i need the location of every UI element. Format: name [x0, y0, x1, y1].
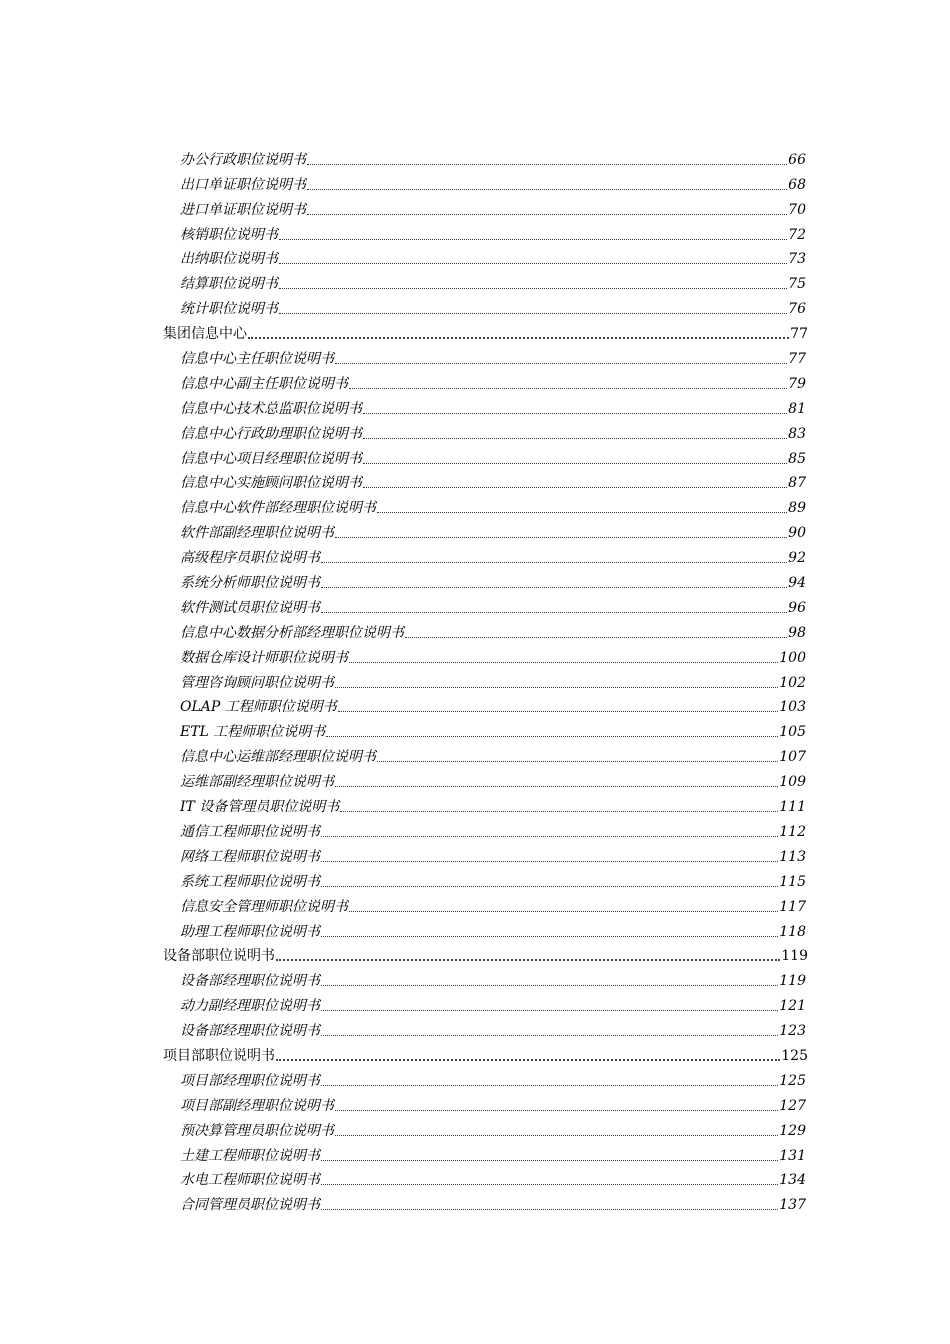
toc-entry-title: 信息中心实施顾问职位说明书 [180, 475, 362, 492]
toc-entry-page-number: 100 [779, 649, 806, 666]
toc-dot-leader [307, 164, 787, 165]
toc-entry[interactable] [0, 297, 806, 322]
toc-entry-title: 水电工程师职位说明书 [180, 1172, 320, 1189]
toc-entry-title: 项目部副经理职位说明书 [180, 1097, 334, 1114]
toc-entry-title: 土建工程师职位说明书 [180, 1147, 320, 1164]
toc-entry[interactable] [0, 272, 806, 297]
toc-dot-leader [349, 662, 778, 663]
toc-entry-page-number: 98 [788, 624, 806, 641]
toc-dot-leader [363, 438, 787, 439]
toc-entry-page-number: 125 [781, 1047, 808, 1064]
toc-entry[interactable] [0, 1019, 806, 1044]
toc-entry-title: 项目部经理职位说明书 [180, 1072, 320, 1089]
toc-entry[interactable] [0, 795, 806, 820]
toc-entry-page-number: 137 [779, 1197, 806, 1214]
toc-entry[interactable] [0, 596, 806, 621]
toc-dot-leader [248, 337, 789, 339]
toc-entry-page-number: 111 [779, 799, 806, 816]
toc-dot-leader [279, 239, 787, 240]
toc-entry-title: 设备部经理职位说明书 [180, 973, 320, 990]
toc-dot-leader [321, 1035, 778, 1036]
toc-dot-leader [276, 1059, 780, 1061]
toc-entry-title: 项目部职位说明书 [163, 1047, 275, 1064]
toc-entry[interactable] [0, 1193, 806, 1218]
toc-entry-page-number: 107 [779, 749, 806, 766]
toc-entry-page-number: 89 [788, 500, 806, 517]
toc-entry-title: 网络工程师职位说明书 [180, 848, 320, 865]
toc-dot-leader [321, 1209, 778, 1210]
toc-dot-leader [307, 214, 787, 215]
toc-entry-title: 通信工程师职位说明书 [180, 823, 320, 840]
toc-dot-leader [321, 1184, 778, 1185]
toc-entry-page-number: 81 [788, 400, 806, 417]
toc-dot-leader [363, 413, 787, 414]
toc-dot-leader [335, 687, 778, 688]
toc-entry-title: 进口单证职位说明书 [180, 201, 306, 218]
toc-dot-leader [279, 263, 787, 264]
toc-dot-leader [321, 886, 778, 887]
toc-entry-page-number: 92 [788, 550, 806, 567]
toc-entry-page-number: 75 [788, 276, 806, 293]
toc-entry[interactable] [0, 248, 806, 273]
toc-entry-title: 信息中心主任职位说明书 [180, 351, 334, 368]
toc-entry[interactable] [0, 845, 806, 870]
toc-entry[interactable] [0, 571, 806, 596]
toc-entry-page-number: 102 [779, 674, 806, 691]
toc-entry-title: 预决算管理员职位说明书 [180, 1122, 334, 1139]
toc-entry-title: 统计职位说明书 [180, 301, 278, 318]
toc-dot-leader [338, 711, 779, 712]
toc-entry[interactable] [0, 148, 806, 173]
toc-entry[interactable] [0, 397, 806, 422]
toc-entry-page-number: 83 [788, 425, 806, 442]
toc-entry[interactable] [0, 546, 806, 571]
toc-entry-page-number: 127 [779, 1097, 806, 1114]
toc-entry[interactable] [0, 646, 806, 671]
toc-dot-leader [321, 861, 778, 862]
toc-entry-title: 系统分析师职位说明书 [180, 575, 320, 592]
toc-entry-page-number: 79 [788, 375, 806, 392]
toc-entry-title: 助理工程师职位说明书 [180, 923, 320, 940]
toc-dot-leader [321, 1085, 778, 1086]
toc-entry[interactable] [0, 745, 806, 770]
toc-dot-leader [321, 985, 778, 986]
toc-entry-page-number: 66 [788, 151, 806, 168]
toc-entry[interactable] [0, 621, 806, 646]
toc-dot-leader [377, 512, 787, 513]
toc-dot-leader [321, 836, 778, 837]
toc-dot-leader [321, 587, 787, 588]
toc-entry[interactable] [0, 920, 806, 945]
toc-entry[interactable] [0, 994, 806, 1019]
toc-entry-page-number: 77 [790, 326, 808, 343]
toc-entry-title: 系统工程师职位说明书 [180, 873, 320, 890]
toc-entry-page-number: 115 [779, 873, 806, 890]
toc-dot-leader [326, 736, 778, 737]
toc-dot-leader [335, 537, 787, 538]
toc-entry[interactable] [0, 720, 806, 745]
toc-entry-title: 信息中心技术总监职位说明书 [180, 400, 362, 417]
toc-entry-title: OLAP 工程师职位说明书 [180, 699, 337, 716]
toc-entry-page-number: 112 [779, 823, 806, 840]
toc-entry-title: ETL 工程师职位说明书 [180, 724, 326, 741]
toc-entry[interactable] [0, 1144, 806, 1169]
toc-entry[interactable] [0, 223, 806, 248]
toc-entry-page-number: 117 [779, 898, 806, 915]
toc-dot-leader [321, 1010, 778, 1011]
toc-dot-leader [335, 363, 787, 364]
toc-entry-page-number: 109 [779, 774, 806, 791]
toc-entry-page-number: 76 [788, 301, 806, 318]
toc-entry-page-number: 113 [779, 848, 806, 865]
toc-entry[interactable] [0, 696, 806, 721]
toc-entry-title: 信息中心项目经理职位说明书 [180, 450, 362, 467]
toc-dot-leader [335, 1110, 778, 1111]
toc-entry-page-number: 72 [788, 226, 806, 243]
toc-entry-page-number: 123 [779, 1023, 806, 1040]
toc-dot-leader [363, 487, 787, 488]
toc-entry-page-number: 96 [788, 599, 806, 616]
toc-dot-leader [321, 562, 787, 563]
toc-entry[interactable] [0, 347, 806, 372]
toc-entry-page-number: 85 [788, 450, 806, 467]
toc-entry-title: 信息中心数据分析部经理职位说明书 [180, 624, 404, 641]
toc-entry[interactable] [0, 422, 806, 447]
toc-entry[interactable] [0, 820, 806, 845]
toc-entry[interactable] [0, 372, 806, 397]
toc-entry-title: 合同管理员职位说明书 [180, 1197, 320, 1214]
toc-entry[interactable] [0, 472, 806, 497]
toc-entry-page-number: 129 [779, 1122, 806, 1139]
toc-entry[interactable] [0, 1094, 806, 1119]
toc-dot-leader [363, 463, 787, 464]
toc-entry[interactable] [0, 870, 806, 895]
toc-section-entry[interactable] [0, 1044, 808, 1069]
toc-dot-leader [321, 1160, 778, 1161]
toc-dot-leader [279, 288, 787, 289]
toc-dot-leader [405, 637, 787, 638]
toc-entry-title: 设备部经理职位说明书 [180, 1023, 320, 1040]
toc-entry-page-number: 134 [779, 1172, 806, 1189]
toc-entry[interactable] [0, 969, 806, 994]
toc-entry[interactable] [0, 447, 806, 472]
toc-dot-leader [335, 1135, 778, 1136]
toc-entry[interactable] [0, 770, 806, 795]
toc-entry-title: 信息中心软件部经理职位说明书 [180, 500, 376, 517]
toc-entry-page-number: 90 [788, 525, 806, 542]
toc-entry[interactable] [0, 1069, 806, 1094]
toc-entry-page-number: 70 [788, 201, 806, 218]
toc-entry-title: 结算职位说明书 [180, 276, 278, 293]
toc-entry[interactable] [0, 671, 806, 696]
toc-entry-title: 信息安全管理师职位说明书 [180, 898, 348, 915]
toc-entry-page-number: 103 [779, 699, 806, 716]
toc-entry-page-number: 119 [779, 973, 806, 990]
toc-dot-leader [349, 911, 778, 912]
toc-dot-leader [335, 786, 778, 787]
toc-section-entry[interactable] [0, 322, 808, 347]
toc-entry-title: 信息中心运维部经理职位说明书 [180, 749, 376, 766]
toc-entry-page-number: 121 [779, 998, 806, 1015]
toc-entry-title: 出纳职位说明书 [180, 251, 278, 268]
toc-entry-page-number: 125 [779, 1072, 806, 1089]
toc-entry-title: 高级程序员职位说明书 [180, 550, 320, 567]
toc-dot-leader [349, 388, 787, 389]
toc-entry[interactable] [0, 496, 806, 521]
toc-entry-title: 管理咨询顾问职位说明书 [180, 674, 334, 691]
toc-dot-leader [321, 936, 778, 937]
toc-entry-title: 核销职位说明书 [180, 226, 278, 243]
toc-entry-title: 设备部职位说明书 [163, 948, 275, 965]
toc-entry-page-number: 94 [788, 575, 806, 592]
toc-entry[interactable] [0, 198, 806, 223]
toc-dot-leader [340, 811, 778, 812]
toc-entry-title: 出口单证职位说明书 [180, 176, 306, 193]
toc-dot-leader [276, 959, 780, 961]
toc-entry-title: 信息中心行政助理职位说明书 [180, 425, 362, 442]
toc-entry-title: 集团信息中心 [163, 326, 247, 343]
toc-entry-page-number: 87 [788, 475, 806, 492]
toc-dot-leader [279, 313, 787, 314]
toc-entry[interactable] [0, 173, 806, 198]
toc-entry-title: 数据仓库设计师职位说明书 [180, 649, 348, 666]
toc-section-entry[interactable] [0, 945, 808, 970]
toc-entry[interactable] [0, 895, 806, 920]
toc-entry-title: 信息中心副主任职位说明书 [180, 375, 348, 392]
toc-entry-title: 运维部副经理职位说明书 [180, 774, 334, 791]
toc-entry-page-number: 73 [788, 251, 806, 268]
toc-entry-title: IT 设备管理员职位说明书 [180, 799, 340, 816]
toc-entry[interactable] [0, 521, 806, 546]
toc-dot-leader [377, 761, 778, 762]
toc-entry-page-number: 131 [779, 1147, 806, 1164]
toc-entry-page-number: 119 [781, 948, 808, 965]
toc-dot-leader [307, 189, 787, 190]
table-of-contents [0, 148, 950, 1218]
toc-entry-page-number: 77 [788, 351, 806, 368]
toc-entry[interactable] [0, 1169, 806, 1194]
toc-entry-title: 办公行政职位说明书 [180, 151, 306, 168]
toc-entry-page-number: 68 [788, 176, 806, 193]
toc-dot-leader [321, 612, 787, 613]
toc-entry[interactable] [0, 1119, 806, 1144]
toc-entry-title: 动力副经理职位说明书 [180, 998, 320, 1015]
toc-entry-page-number: 105 [779, 724, 806, 741]
toc-entry-page-number: 118 [779, 923, 806, 940]
toc-entry-title: 软件部副经理职位说明书 [180, 525, 334, 542]
toc-entry-title: 软件测试员职位说明书 [180, 599, 320, 616]
